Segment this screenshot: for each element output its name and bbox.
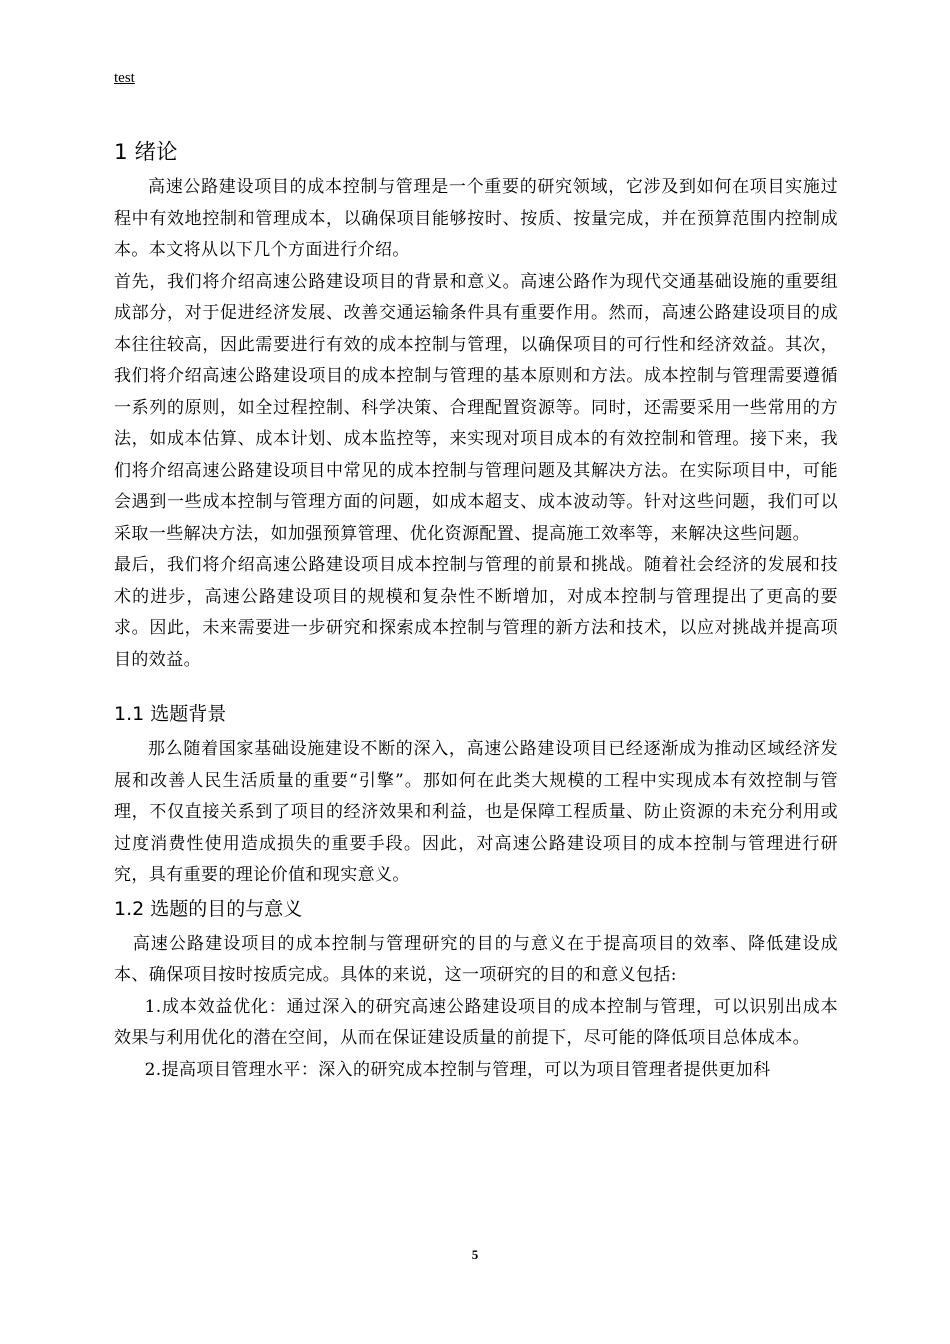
section-1-2-list-item-1: 1.成本效益优化：通过深入的研究高速公路建设项目的成本控制与管理，可以识别出成本效果与利用优化的潜在空间，从而在保证建设质量的前提下，尽可能的降低项目总体成本。	[114, 996, 838, 1048]
section-1-paragraph-2: 首先，我们将介绍高速公路建设项目的背景和意义。高速公路作为现代交通基础设施的重要组成部分，对于促进经济发展、改善交通运输条件具有重要作用。然而，高速公路建设项目的成本往往较高，因此需要进行有效的成本控制与管理，以确保项目的可行性和经济效益。其次，我们将介绍高速公路建设项目的成本控制与管理的基本原则和方法。成本控制与管理需要遵循一系列的原则，如全过程控制、科学决策、合理配置资源等。同时，还需要采用一些常用的方法，如成本估算、成本计划、成本监控等，来实现对项目成本的有效控制和管理。接下来，我们将介绍高速公路建设项目中常见的成本控制与管理问题及其解决方法。在实际项目中，可能会遇到一些成本控制与管理方面的问题，如成本超支、成本波动等。针对这些问题，我们可以采取一些解决方法，如加强预算管理、优化资源配置、提高施工效率等，来解决这些问题。	[114, 271, 838, 544]
section-1-2-list-item-2: 2.提高项目管理水平：深入的研究成本控制与管理，可以为项目管理者提供更加科	[144, 1059, 771, 1080]
section-1-paragraph-3: 最后，我们将介绍高速公路建设项目成本控制与管理的前景和挑战。随着社会经济的发展和技术的进步，高速公路建设项目的规模和复杂性不断增加，对成本控制与管理提出了更高的要求。因此，未来需要进一步研究和探索成本控制与管理的新方法和技术，以应对挑战并提高项目的效益。	[114, 555, 838, 670]
document-body	[114, 138, 838, 1086]
section-1-1-title: 1.1 选题背景	[114, 703, 227, 725]
header-text[interactable]: test	[114, 70, 135, 86]
section-1-1-paragraph-1: 那么随着国家基础设施建设不断的深入，高速公路建设项目已经逐渐成为推动区域经济发展和改善人民生活质量的重要“引擎”。那如何在此类大规模的工程中实现成本有效控制与管理，不仅直接关系到了项目的经济效果和利益，也是保障工程质量、防止资源的未充分利用或过度消费性使用造成损失的重要手段。因此，对高速公路建设项目的成本控制与管理进行研究，具有重要的理论价值和现实意义。	[114, 739, 838, 885]
section-1-title: 1 绪论	[114, 140, 178, 165]
section-1-2-title: 1.2 选题的目的与意义	[114, 897, 303, 920]
section-1-paragraph-1: 高速公路建设项目的成本控制与管理是一个重要的研究领域，它涉及到如何在项目实施过程中有效地控制和管理成本，以确保项目能够按时、按质、按量完成，并在预算范围内控制成本。本文将从以下几个方面进行介绍。	[114, 177, 838, 260]
page-number: 5	[471, 1247, 479, 1262]
section-1-2-paragraph-1: 高速公路建设项目的成本控制与管理研究的目的与意义在于提高项目的效率、降低建设成本、确保项目按时按质完成。具体的来说，这一项研究的目的和意义包括:	[114, 933, 838, 985]
